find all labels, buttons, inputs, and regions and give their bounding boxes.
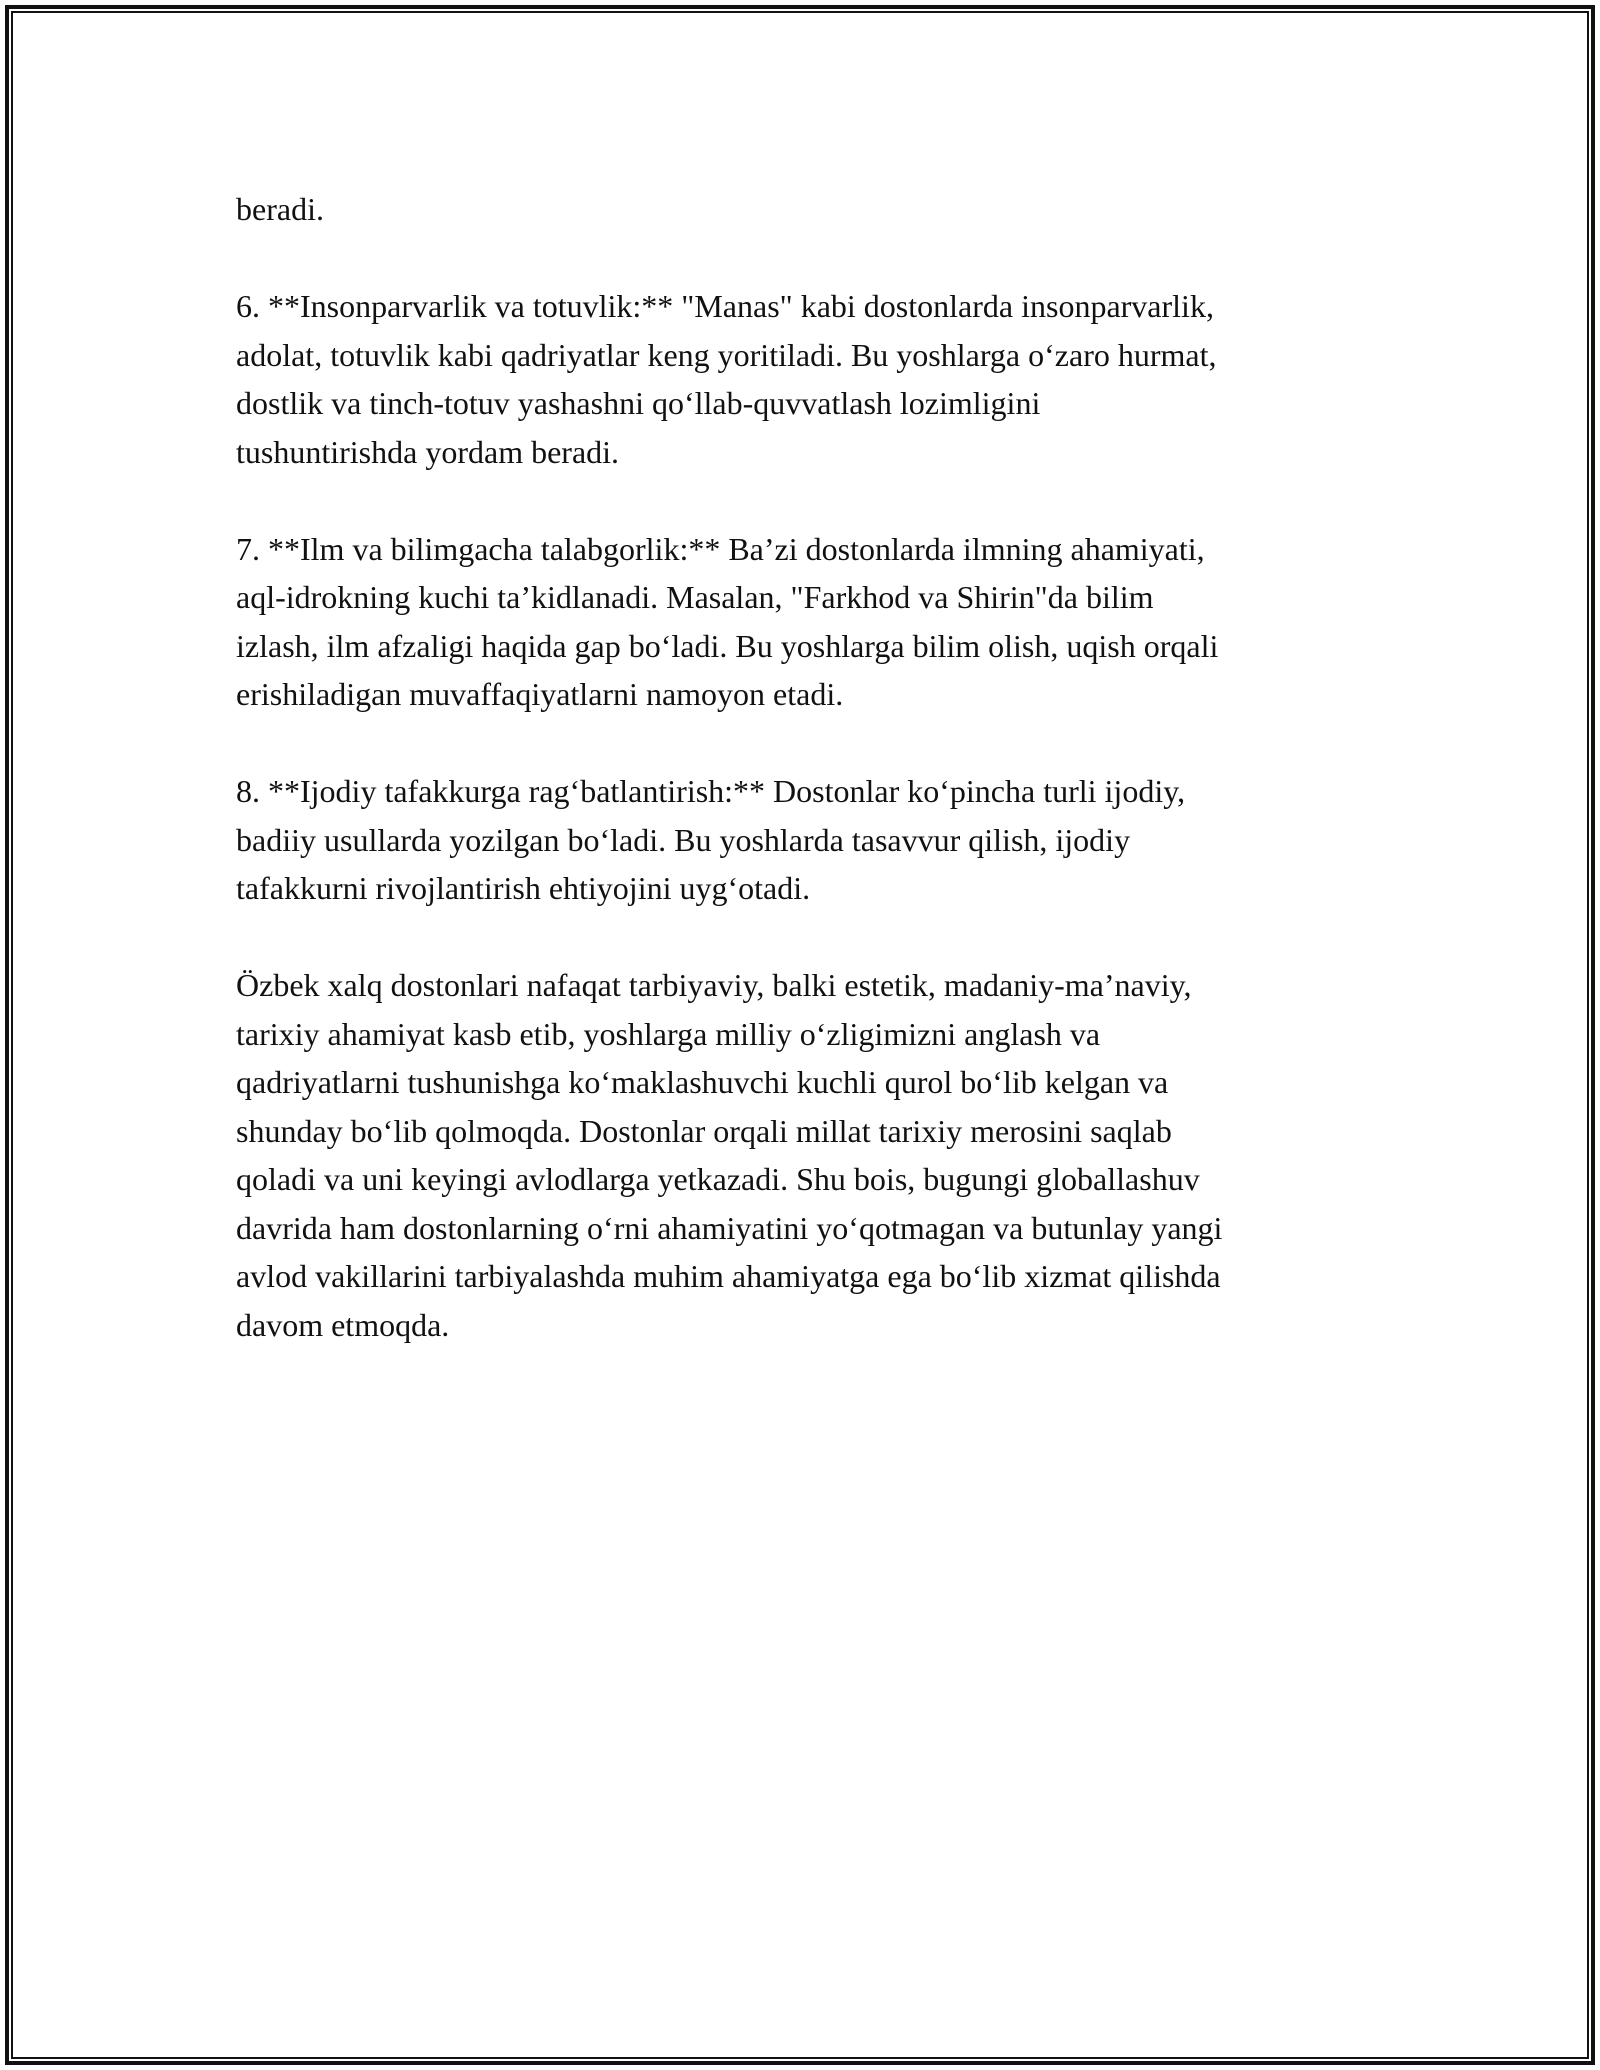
text-line: davom etmoqda. — [236, 1306, 450, 1343]
text-line: dostlik va tinch-totuv yashashni qo‘llab-quvvatlash lozimligini — [236, 385, 1041, 421]
text-line: 8. **Ijodiy tafakkurga rag‘batlantirish:** Dostonlar ko‘pincha turli ijodiy, — [236, 773, 1186, 809]
paragraph-item-8 — [236, 767, 1376, 913]
text-line: 6. **Insonparvarlik va totuvlik:** "Manas" kabi dostonlarda insonparvarlik, — [236, 288, 1214, 324]
text-line: tafakkurni rivojlantirish ehtiyojini uyg‘otadi. — [236, 870, 811, 906]
text-line: beradi. — [236, 191, 324, 227]
text-line: 7. **Ilm va bilimgacha talabgorlik:** Ba’zi dostonlarda ilmning ahamiyati, — [236, 530, 1205, 567]
text-line: shunday bo‘lib qolmoqda. Dostonlar orqali millat tarixiy merosini saqlab — [236, 1112, 1172, 1149]
text-line: tushuntirishda yordam beradi. — [236, 433, 620, 470]
text-line: qadriyatlarni tushunishga ko‘maklashuvchi kuchli qurol bo‘lib kelgan va — [236, 1064, 1169, 1100]
paragraph-item-6 — [236, 282, 1376, 476]
text-line: avlod vakillarini tarbiyalashda muhim ahamiyatga ega bo‘lib xizmat qilishda — [236, 1258, 1221, 1294]
document-body — [236, 185, 1376, 1398]
text-line: qoladi va uni keyingi avlodlarga yetkazadi. Shu bois, bugungi globallashuv — [236, 1161, 1200, 1197]
text-line: davrida ham dostonlarning o‘rni ahamiyatini yo‘qotmagan va butunlay yangi — [236, 1209, 1223, 1246]
text-line: aql-idrokning kuchi ta’kidlanadi. Masalan, "Farkhod va Shirin"da bilim — [236, 579, 1154, 615]
paragraph-conclusion — [236, 961, 1376, 1349]
text-line: Özbek xalq dostonlari nafaqat tarbiyaviy, balki estetik, madaniy-ma’naviy, — [236, 967, 1192, 1003]
paragraph-item-7 — [236, 525, 1376, 719]
text-line: adolat, totuvlik kabi qadriyatlar keng yoritiladi. Bu yoshlarga o‘zaro hurmat, — [236, 336, 1217, 373]
text-line: izlash, ilm afzaligi haqida gap bo‘ladi. Bu yoshlarga bilim olish, uqish orqali — [236, 627, 1219, 664]
text-line: badiiy usullarda yozilgan bo‘ladi. Bu yoshlarda tasavvur qilish, ijodiy — [236, 821, 1131, 858]
paragraph-continuation — [236, 185, 1376, 234]
text-line: tarixiy ahamiyat kasb etib, yoshlarga milliy o‘zligimizni anglash va — [236, 1015, 1101, 1052]
text-line: erishiladigan muvaffaqiyatlarni namoyon etadi. — [236, 676, 844, 712]
